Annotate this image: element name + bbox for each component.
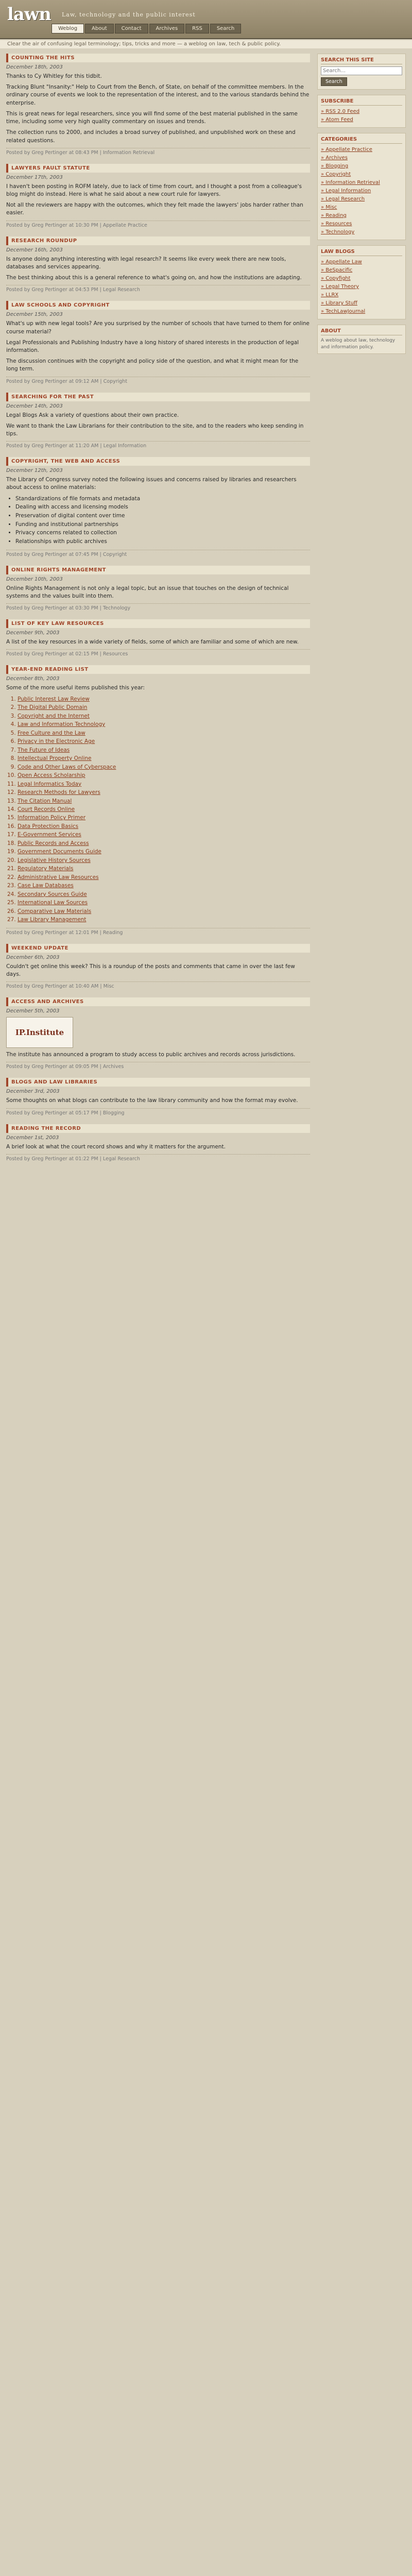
post-numbered-list <box>18 696 310 924</box>
list-item: • Standardizations of file formats and metadata <box>15 495 310 503</box>
blog-post <box>6 566 310 611</box>
post-footer[interactable]: Posted by Greg Pertinger at 11:20 AM | Legal Information <box>6 441 310 449</box>
post-paragraph: The institute has announced a program to study access to public archives and records across jurisdictions. <box>6 1052 296 1058</box>
list-item[interactable]: 15. Information Policy Primer <box>18 814 310 821</box>
category-link[interactable]: » Legal Research <box>321 195 402 204</box>
blog-post <box>6 1078 310 1115</box>
blog-post <box>6 1124 310 1162</box>
post-paragraph: I haven't been posting in ROFM lately, due to lack of time from court, and I thought a post from a colleague's blog might do instead. Here is what he said about a new court rule for lawyers. <box>6 183 302 197</box>
blog-post <box>6 236 310 293</box>
list-item[interactable]: 11. Legal Informatics Today <box>18 781 310 788</box>
post-title[interactable]: COPYRIGHT, THE WEB AND ACCESS <box>6 457 310 466</box>
list-item[interactable]: 24. Secondary Sources Guide <box>18 891 310 898</box>
categories-list <box>321 146 402 236</box>
nav-tab-contact[interactable]: Contact <box>115 24 148 33</box>
post-footer[interactable]: Posted by Greg Pertinger at 07:45 PM | Copyright <box>6 550 310 557</box>
nav-tab-search[interactable]: Search <box>210 24 241 33</box>
list-item[interactable]: 25. International Law Sources <box>18 899 310 906</box>
post-footer[interactable]: Posted by Greg Pertinger at 03:30 PM | Technology <box>6 603 310 611</box>
post-title[interactable]: LIST OF KEY LAW RESOURCES <box>6 619 310 628</box>
sidebar <box>317 54 406 359</box>
category-link[interactable]: » Resources <box>321 220 402 228</box>
post-paragraph: Is anyone doing anything interesting with legal research? It seems like every week there are new tools, databases and services appearing. <box>6 256 286 270</box>
post-image: IP.Institute <box>6 1017 73 1048</box>
post-paragraph: The Library of Congress survey noted the following issues and concerns raised by libraries and researchers about access to online materials: <box>6 477 297 491</box>
category-link[interactable]: » Technology <box>321 228 402 236</box>
blog-post <box>6 944 310 989</box>
blog-post <box>6 301 310 384</box>
list-item[interactable]: 2. The Digital Public Domain <box>18 704 310 711</box>
search-box <box>317 54 406 90</box>
post-paragraph: Not all the reviewers are happy with the outcomes, which they felt made the lawyers' jobs harder rather than easier. <box>6 202 303 216</box>
nav-tab-archives[interactable]: Archives <box>149 24 185 33</box>
list-item: • Preservation of digital content over time <box>15 512 310 520</box>
post-paragraph: Online Rights Management is not only a legal topic, but an issue that touches on the design of technical systems and the values built into them. <box>6 585 289 600</box>
post-paragraph: Thanks to Cy Whitley for this tidbit. <box>6 73 102 79</box>
post-footer[interactable]: Posted by Greg Pertinger at 10:40 AM | Misc <box>6 981 310 989</box>
post-paragraph: Tracking Blunt "Insanity:" Help to Court from the Bench, of State, on behalf of the committee members. In the ordinary course of events we look to the representation of the interest, and to the various standards behind the enterprise. <box>6 84 310 106</box>
category-link[interactable]: » Appellate Practice <box>321 146 402 154</box>
nav-tab-about[interactable]: About <box>85 24 114 33</box>
site-header <box>0 0 412 39</box>
post-date: December 15th, 2003 <box>6 312 63 318</box>
post-paragraph: The best thinking about this is a general reference to what's going on, and how the institutions are adapting. <box>6 275 302 281</box>
post-footer[interactable]: Posted by Greg Pertinger at 10:30 PM | Appellate Practice <box>6 221 310 228</box>
post-date: December 8th, 2003 <box>6 676 60 682</box>
post-footer[interactable]: Posted by Greg Pertinger at 05:17 PM | Blogging <box>6 1108 310 1116</box>
post-date: December 9th, 2003 <box>6 630 60 636</box>
post-paragraph: Legal Professionals and Publishing Industry have a long history of shared interests in the production of legal information. <box>6 339 299 353</box>
post-date: December 18th, 2003 <box>6 64 63 70</box>
nav-tab-weblog[interactable]: Weblog <box>52 24 84 33</box>
categories-box <box>317 133 406 240</box>
category-link[interactable]: » Archives <box>321 154 402 162</box>
post-paragraph: What's up with new legal tools? Are you surprised by the number of schools that have turned to them for online course material? <box>6 320 310 335</box>
post-paragraph: Some of the more useful items published this year: <box>6 685 145 691</box>
list-item[interactable]: 17. E-Government Services <box>18 831 310 838</box>
list-item[interactable]: 23. Case Law Databases <box>18 882 310 889</box>
post-title[interactable]: READING THE RECORD <box>6 1124 310 1133</box>
post-footer[interactable]: Posted by Greg Pertinger at 02:15 PM | Resources <box>6 649 310 657</box>
categories-heading: CATEGORIES <box>321 137 402 144</box>
post-title[interactable]: ONLINE RIGHTS MANAGEMENT <box>6 566 310 574</box>
post-paragraph: This is great news for legal researchers, since you will find some of the best material published in the same time, including some very high quality commentary on issues and trends. <box>6 110 298 125</box>
blog-post <box>6 619 310 657</box>
post-date: December 5th, 2003 <box>6 1008 60 1014</box>
post-title[interactable]: RESEARCH ROUNDUP <box>6 236 310 245</box>
blogroll-link[interactable]: » Copyfight <box>321 275 402 283</box>
post-date: December 1st, 2003 <box>6 1134 59 1141</box>
blogroll-link[interactable]: » LLRX <box>321 291 402 299</box>
post-footer[interactable]: Posted by Greg Pertinger at 12:01 PM | Reading <box>6 928 310 936</box>
list-item[interactable]: 1. Public Interest Law Review <box>18 696 310 703</box>
list-item[interactable]: 27. Law Library Management <box>18 916 310 923</box>
site-tagline: Law, technology and the public interest <box>62 11 196 18</box>
list-item[interactable]: 3. Copyright and the Internet <box>18 713 310 720</box>
category-link[interactable]: » Legal Information <box>321 187 402 195</box>
post-paragraph: The collection runs to 2000, and includes a broad survey of published, and unpublished work on these and related questions. <box>6 129 296 144</box>
nav-tab-rss[interactable]: RSS <box>185 24 209 33</box>
blog-post <box>6 54 310 156</box>
search-input[interactable] <box>321 66 402 75</box>
list-item: • Funding and institutional partnerships <box>15 521 310 529</box>
post-footer[interactable]: Posted by Greg Pertinger at 04:53 PM | Legal Research <box>6 285 310 293</box>
list-item[interactable]: 7. The Future of Ideas <box>18 747 310 754</box>
search-button[interactable]: Search <box>321 77 347 86</box>
subscribe-heading: SUBSCRIBE <box>321 98 402 106</box>
category-link[interactable]: » Misc <box>321 204 402 212</box>
post-date: December 16th, 2003 <box>6 247 63 253</box>
category-link[interactable]: » Information Retrieval <box>321 179 402 187</box>
post-title[interactable]: WEEKEND UPDATE <box>6 944 310 953</box>
list-item[interactable]: 5. Free Culture and the Law <box>18 730 310 737</box>
post-date: December 12th, 2003 <box>6 468 63 474</box>
list-item[interactable]: 13. The Citation Manual <box>18 798 310 805</box>
post-paragraph: A list of the key resources in a wide variety of fields, some of which are familiar and some of which are new. <box>6 639 299 646</box>
list-item[interactable]: 4. Law and Information Technology <box>18 721 310 728</box>
post-footer[interactable]: Posted by Greg Pertinger at 08:43 PM | Information Retrieval <box>6 148 310 156</box>
post-title[interactable]: ACCESS AND ARCHIVES <box>6 997 310 1006</box>
list-item[interactable]: 9. Code and Other Laws of Cyberspace <box>18 764 310 771</box>
subheader: Clear the air of confusing legal terminology; tips, tricks and more — a weblog on law, tech & public policy. <box>0 40 412 48</box>
about-box <box>317 325 406 354</box>
post-title[interactable]: LAW SCHOOLS AND COPYRIGHT <box>6 301 310 310</box>
post-title[interactable]: YEAR-END READING LIST <box>6 665 310 674</box>
post-bullet-list <box>15 495 310 546</box>
post-footer[interactable]: Posted by Greg Pertinger at 09:12 AM | Copyright <box>6 377 310 384</box>
list-item[interactable]: 14. Court Records Online <box>18 806 310 813</box>
post-date: December 10th, 2003 <box>6 576 63 582</box>
blogroll-link[interactable]: » BeSpacific <box>321 266 402 275</box>
category-link[interactable]: » Copyright <box>321 171 402 179</box>
blogroll-link[interactable]: » Appellate Law <box>321 258 402 266</box>
subscribe-link[interactable]: » RSS 2.0 Feed <box>321 108 402 116</box>
post-date: December 6th, 2003 <box>6 954 60 960</box>
list-item[interactable]: 22. Administrative Law Resources <box>18 874 310 881</box>
post-date: December 14th, 2003 <box>6 403 63 409</box>
about-text: A weblog about law, technology and information policy. <box>321 338 396 350</box>
list-item: • Privacy concerns related to collection <box>15 529 310 537</box>
blog-post <box>6 997 310 1070</box>
list-item[interactable]: 6. Privacy in the Electronic Age <box>18 738 310 745</box>
subscribe-list <box>321 108 402 124</box>
subscribe-box <box>317 95 406 128</box>
post-paragraph: Couldn't get online this week? This is a roundup of the posts and comments that came in over the last few days. <box>6 963 295 977</box>
blogroll-heading: LAW BLOGS <box>321 249 402 256</box>
list-item[interactable]: 18. Public Records and Access <box>18 840 310 847</box>
category-link[interactable]: » Blogging <box>321 162 402 171</box>
post-paragraph: We want to thank the Law Librarians for their contribution to the site, and to the readers who keep sending in tips. <box>6 422 304 437</box>
post-date: December 3rd, 2003 <box>6 1089 60 1095</box>
post-footer[interactable]: Posted by Greg Pertinger at 09:05 PM | Archives <box>6 1062 310 1070</box>
post-date: December 17th, 2003 <box>6 174 63 180</box>
site-logo[interactable] <box>7 4 51 25</box>
list-item: • Dealing with access and licensing models <box>15 503 310 511</box>
list-item[interactable]: 10. Open Access Scholarship <box>18 772 310 779</box>
blogroll-box <box>317 245 406 319</box>
post-paragraph: A brief look at what the court record shows and why it matters for the argument. <box>6 1143 226 1150</box>
main-column <box>6 54 310 2576</box>
blog-post <box>6 393 310 449</box>
list-item: • Relationships with public archives <box>15 538 310 546</box>
post-title[interactable]: COUNTING THE HITS <box>6 54 310 62</box>
blog-post <box>6 457 310 557</box>
list-item[interactable]: 8. Intellectual Property Online <box>18 755 310 762</box>
list-item[interactable]: 19. Government Documents Guide <box>18 848 310 855</box>
logo-text[interactable]: lawn <box>7 4 51 25</box>
post-title[interactable]: BLOGS AND LAW LIBRARIES <box>6 1078 310 1087</box>
subscribe-link[interactable]: » Atom Feed <box>321 116 402 124</box>
list-item[interactable]: 26. Comparative Law Materials <box>18 908 310 915</box>
main-nav <box>52 24 241 33</box>
post-title[interactable]: SEARCHING FOR THE PAST <box>6 393 310 401</box>
post-paragraph: Legal Blogs Ask a variety of questions about their own practice. <box>6 412 179 418</box>
blog-post <box>6 164 310 228</box>
search-heading: SEARCH THIS SITE <box>321 57 402 64</box>
blog-post <box>6 665 310 935</box>
about-heading: ABOUT <box>321 328 402 335</box>
blogroll-link[interactable]: » Library Stuff <box>321 299 402 308</box>
blogroll-link[interactable]: » Legal Theory <box>321 283 402 291</box>
list-item[interactable]: 20. Legislative History Sources <box>18 857 310 864</box>
post-title[interactable]: LAWYERS FAULT STATUTE <box>6 164 310 173</box>
blogroll-list <box>321 258 402 316</box>
post-paragraph: Some thoughts on what blogs can contribute to the law library community and how the format may evolve. <box>6 1097 298 1104</box>
list-item[interactable]: 21. Regulatory Materials <box>18 865 310 872</box>
post-footer[interactable]: Posted by Greg Pertinger at 01:22 PM | Legal Research <box>6 1154 310 1162</box>
list-item[interactable]: 16. Data Protection Basics <box>18 823 310 830</box>
list-item[interactable]: 12. Research Methods for Lawyers <box>18 789 310 796</box>
category-link[interactable]: » Reading <box>321 212 402 220</box>
post-paragraph: The discussion continues with the copyright and policy side of the question, and what it might mean for the long term. <box>6 358 299 372</box>
blogroll-link[interactable]: » TechLawJournal <box>321 308 402 316</box>
